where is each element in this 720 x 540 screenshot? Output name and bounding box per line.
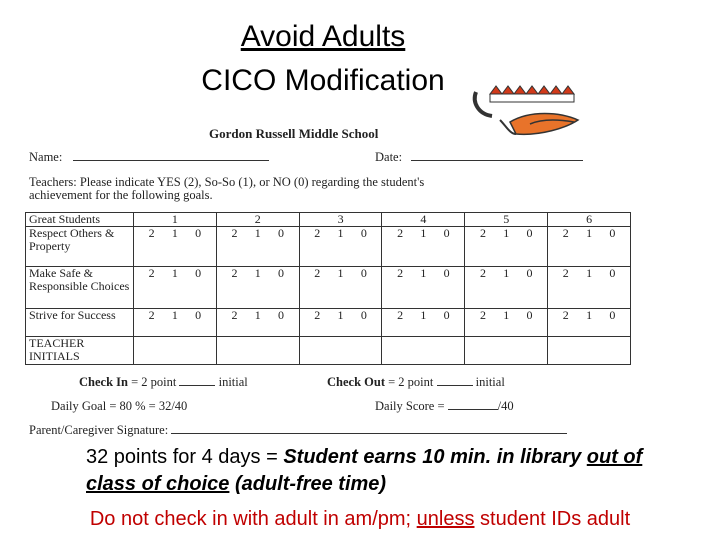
score-2: 2 bbox=[314, 266, 321, 280]
score-0: 0 bbox=[277, 308, 284, 322]
score-1: 1 bbox=[420, 226, 427, 240]
day-header: 4 bbox=[382, 213, 465, 227]
check-in-blank bbox=[179, 375, 215, 386]
score-0: 0 bbox=[277, 266, 284, 280]
score-cell[interactable] bbox=[548, 227, 631, 267]
check-in-initial: initial bbox=[215, 375, 248, 389]
score-1: 1 bbox=[171, 226, 178, 240]
table-header-row bbox=[26, 213, 631, 227]
score-2: 2 bbox=[231, 226, 238, 240]
score-cell[interactable] bbox=[299, 267, 382, 309]
score-0: 0 bbox=[195, 266, 202, 280]
score-cell[interactable] bbox=[465, 309, 548, 337]
score-2: 2 bbox=[231, 266, 238, 280]
daily-score-blank bbox=[448, 399, 498, 410]
score-2: 2 bbox=[397, 226, 404, 240]
score-cell[interactable] bbox=[134, 309, 217, 337]
signature-label: Parent/Caregiver Signature: bbox=[29, 423, 169, 437]
initials-cell[interactable] bbox=[465, 337, 548, 365]
check-in-points: = 2 point bbox=[127, 375, 177, 389]
score-0: 0 bbox=[195, 226, 202, 240]
caption-plain: 32 points for 4 days = bbox=[86, 446, 284, 468]
score-2: 2 bbox=[562, 308, 569, 322]
score-0: 0 bbox=[360, 226, 367, 240]
day-header: 6 bbox=[548, 213, 631, 227]
day-header: 3 bbox=[299, 213, 382, 227]
score-1: 1 bbox=[586, 266, 593, 280]
date-field bbox=[375, 150, 583, 165]
behavior-report-form bbox=[25, 118, 635, 440]
daily-goal: Daily Goal = 80 % = 32/40 bbox=[51, 399, 188, 413]
reward-caption bbox=[86, 444, 666, 498]
header-label: Great Students bbox=[26, 213, 134, 227]
score-1: 1 bbox=[254, 226, 261, 240]
score-cell[interactable] bbox=[382, 309, 465, 337]
score-0: 0 bbox=[277, 226, 284, 240]
teacher-initials-row bbox=[26, 337, 631, 365]
score-cell[interactable] bbox=[382, 227, 465, 267]
rule-note bbox=[0, 508, 720, 531]
check-out-line bbox=[327, 375, 505, 390]
date-label: Date: bbox=[375, 150, 403, 164]
daily-score-total: /40 bbox=[497, 399, 514, 413]
score-cell[interactable] bbox=[548, 309, 631, 337]
score-1: 1 bbox=[171, 266, 178, 280]
daily-score-label: Daily Score = bbox=[375, 399, 445, 413]
daily-score-line bbox=[375, 399, 514, 414]
score-0: 0 bbox=[609, 226, 616, 240]
rule-note-part2: student IDs adult bbox=[474, 508, 631, 530]
initials-cell[interactable] bbox=[299, 337, 382, 365]
score-1: 1 bbox=[337, 226, 344, 240]
score-cell[interactable] bbox=[216, 267, 299, 309]
goal-label: Strive for Success bbox=[26, 309, 134, 337]
check-out-label: Check Out bbox=[327, 375, 385, 389]
score-0: 0 bbox=[443, 308, 450, 322]
initials-cell[interactable] bbox=[382, 337, 465, 365]
score-1: 1 bbox=[586, 226, 593, 240]
score-0: 0 bbox=[443, 266, 450, 280]
score-1: 1 bbox=[503, 308, 510, 322]
slide-title-line2: CICO Modification bbox=[201, 64, 445, 97]
score-cell[interactable] bbox=[134, 227, 217, 267]
score-0: 0 bbox=[360, 266, 367, 280]
score-0: 0 bbox=[609, 308, 616, 322]
name-blank bbox=[73, 150, 269, 161]
score-1: 1 bbox=[254, 308, 261, 322]
school-name: Gordon Russell Middle School bbox=[209, 126, 379, 141]
score-0: 0 bbox=[526, 266, 533, 280]
score-cell[interactable] bbox=[382, 267, 465, 309]
caption-reward-end: (adult-free time) bbox=[229, 473, 387, 495]
score-2: 2 bbox=[148, 308, 155, 322]
score-0: 0 bbox=[195, 308, 202, 322]
score-0: 0 bbox=[526, 308, 533, 322]
goal-label: Make Safe & Responsible Choices bbox=[26, 267, 134, 309]
rule-note-part1: Do not check in with adult in am/pm; bbox=[89, 508, 417, 530]
signature-line bbox=[29, 423, 567, 438]
score-2: 2 bbox=[479, 226, 486, 240]
initials-label: TEACHER INITIALS bbox=[26, 337, 134, 365]
score-2: 2 bbox=[231, 308, 238, 322]
score-2: 2 bbox=[479, 266, 486, 280]
score-2: 2 bbox=[314, 308, 321, 322]
instructions-line2: achievement for the following goals. bbox=[29, 188, 213, 202]
score-cell[interactable] bbox=[134, 267, 217, 309]
score-1: 1 bbox=[420, 308, 427, 322]
initials-cell[interactable] bbox=[134, 337, 217, 365]
score-cell[interactable] bbox=[548, 267, 631, 309]
check-in-line bbox=[79, 375, 248, 390]
score-2: 2 bbox=[562, 226, 569, 240]
instructions-line1: Teachers: Please indicate YES (2), So-So (1), or NO (0) regarding the student's bbox=[29, 175, 425, 189]
caption-reward: Student earns 10 min. in library bbox=[283, 446, 587, 468]
date-blank bbox=[411, 150, 583, 161]
score-cell[interactable] bbox=[299, 227, 382, 267]
caption-reward-underlined: out of class of choice bbox=[86, 446, 643, 495]
score-2: 2 bbox=[397, 308, 404, 322]
slide-title-line1: Avoid Adults bbox=[240, 20, 406, 53]
score-cell[interactable] bbox=[216, 227, 299, 267]
score-2: 2 bbox=[397, 266, 404, 280]
score-1: 1 bbox=[337, 308, 344, 322]
score-1: 1 bbox=[503, 226, 510, 240]
day-header: 2 bbox=[216, 213, 299, 227]
score-1: 1 bbox=[503, 266, 510, 280]
day-header: 5 bbox=[465, 213, 548, 227]
score-cell[interactable] bbox=[465, 267, 548, 309]
score-1: 1 bbox=[586, 308, 593, 322]
score-2: 2 bbox=[562, 266, 569, 280]
initials-cell[interactable] bbox=[548, 337, 631, 365]
day-header: 1 bbox=[134, 213, 217, 227]
check-out-blank bbox=[437, 375, 473, 386]
score-2: 2 bbox=[148, 226, 155, 240]
score-1: 1 bbox=[420, 266, 427, 280]
initials-cell[interactable] bbox=[216, 337, 299, 365]
score-0: 0 bbox=[609, 266, 616, 280]
signature-blank bbox=[171, 423, 567, 434]
score-2: 2 bbox=[148, 266, 155, 280]
score-1: 1 bbox=[337, 266, 344, 280]
score-1: 1 bbox=[171, 308, 178, 322]
rule-note-unless: unless bbox=[416, 508, 475, 530]
goals-table bbox=[25, 212, 631, 365]
check-out-initial: initial bbox=[472, 375, 505, 389]
check-out-points: = 2 point bbox=[385, 375, 434, 389]
score-2: 2 bbox=[479, 308, 486, 322]
score-0: 0 bbox=[526, 226, 533, 240]
score-0: 0 bbox=[360, 308, 367, 322]
score-cell[interactable] bbox=[216, 309, 299, 337]
check-in-label: Check In bbox=[79, 375, 128, 389]
goal-row-success bbox=[26, 309, 631, 337]
score-0: 0 bbox=[443, 226, 450, 240]
goal-row-safe bbox=[26, 267, 631, 309]
score-2: 2 bbox=[314, 226, 321, 240]
name-field bbox=[29, 150, 269, 165]
goal-row-respect bbox=[26, 227, 631, 267]
score-cell[interactable] bbox=[465, 227, 548, 267]
score-1: 1 bbox=[254, 266, 261, 280]
goal-label: Respect Others & Property bbox=[26, 227, 134, 267]
score-cell[interactable] bbox=[299, 309, 382, 337]
name-label: Name: bbox=[29, 150, 63, 164]
